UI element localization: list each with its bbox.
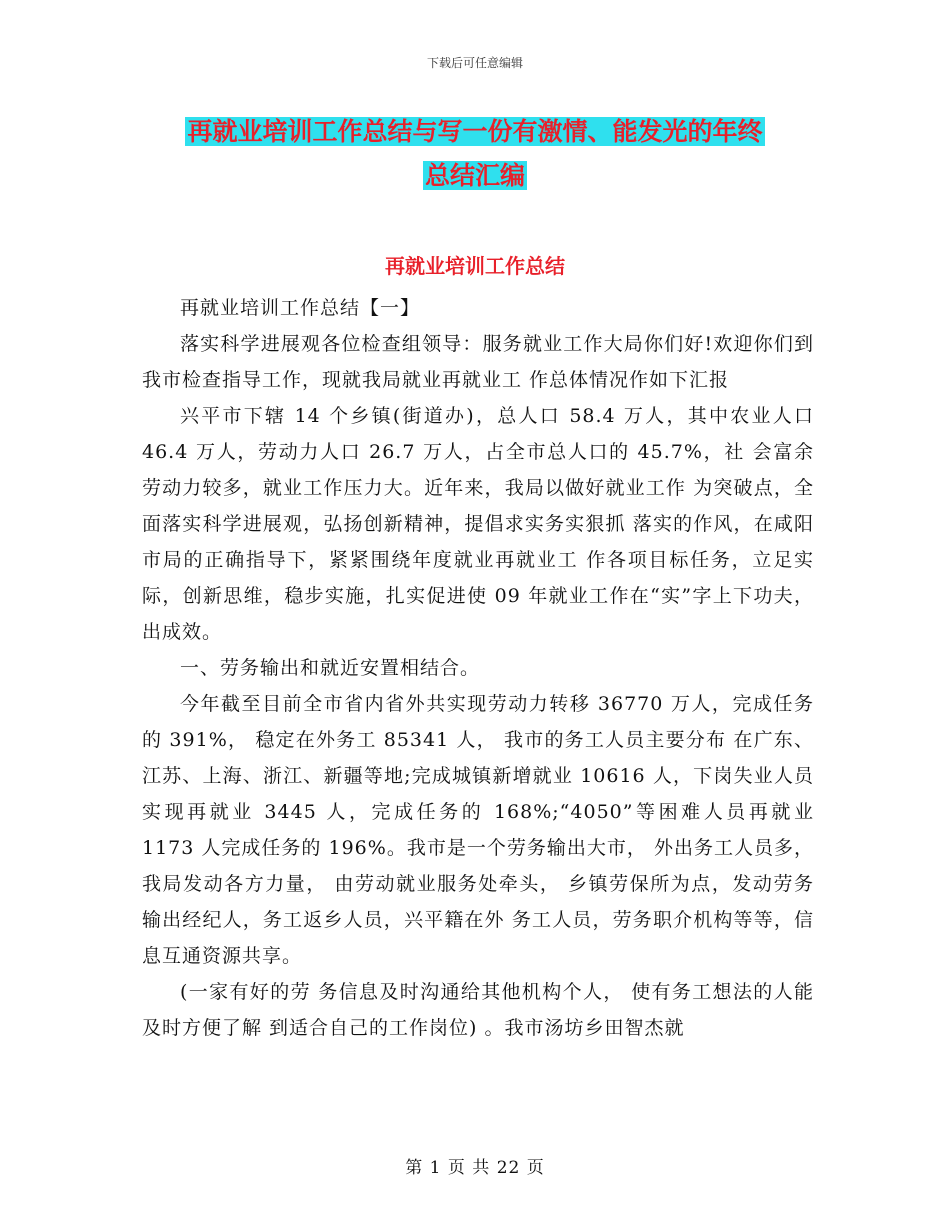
section-title: 再就业培训工作总结 <box>385 254 565 278</box>
header-note: 下载后可任意编辑 <box>426 56 523 70</box>
paragraph: 兴平市下辖 14 个乡镇(街道办)，总人口 58.4 万人，其中农业人口 46.4 万人，劳动力人口 26.7 万人，占全市总人口的 45.7%，社 会富余劳动力较多，就业工作压力大。近年来，我局以做好就业工作 为突破点，全面落实科学进展观，弘扬创新精神，提倡求实务实狠抓 落实的作风，在咸阳市局的正确指导下，紧紧围绕年度就业再就业工 作各项目标任务，立足实际，创新思维，稳步实施，扎实促进使 09 年就业工作在“实”字上下功夫，出成效。 <box>142 405 814 643</box>
paragraph: 今年截至目前全市省内省外共实现劳动力转移 36770 万人，完成任务的 391%， 稳定在外务工 85341 人， 我市的务工人员主要分布 在广东、江苏、上海、浙江、新疆等地;完成城镇新增就业 10616 人，下岗失业人员实现再就业 3445 人，完成任务的 168%;“4050”等困难人员再就业 1173 人完成任务的 196%。我市是一个劳务输出大市， 外出务工人员多， 我局发动各方力量， 由劳动就业服务处牵头， 乡镇劳保所为点，发动劳务输出经纪人，务工返乡人员，兴平籍在外 务工人员，劳务职介机构等等，信息互通资源共享。 <box>142 693 814 967</box>
body-text <box>142 290 814 1046</box>
paragraph: 落实科学进展观各位检查组领导：服务就业工作大局你们好!欢迎你们到我市检查指导工作，现就我局就业再就业工 作总体情况作如下汇报 <box>142 333 814 391</box>
paragraph: 再就业培训工作总结【一】 <box>180 297 421 319</box>
document-title-line-1: 再就业培训工作总结与写一份有激情、能发光的年终 <box>187 117 763 146</box>
paragraph: 一、劳务输出和就近安置相结合。 <box>180 657 481 679</box>
paragraph: (一家有好的劳 务信息及时沟通给其他机构个人， 使有务工想法的人能及时方便了解 到适合自己的工作岗位) 。我市汤坊乡田智杰就 <box>142 981 814 1039</box>
document-title <box>140 110 810 198</box>
document-title-line-2: 总结汇编 <box>424 161 525 190</box>
page-footer: 第 1 页 共 22 页 <box>405 1158 545 1178</box>
